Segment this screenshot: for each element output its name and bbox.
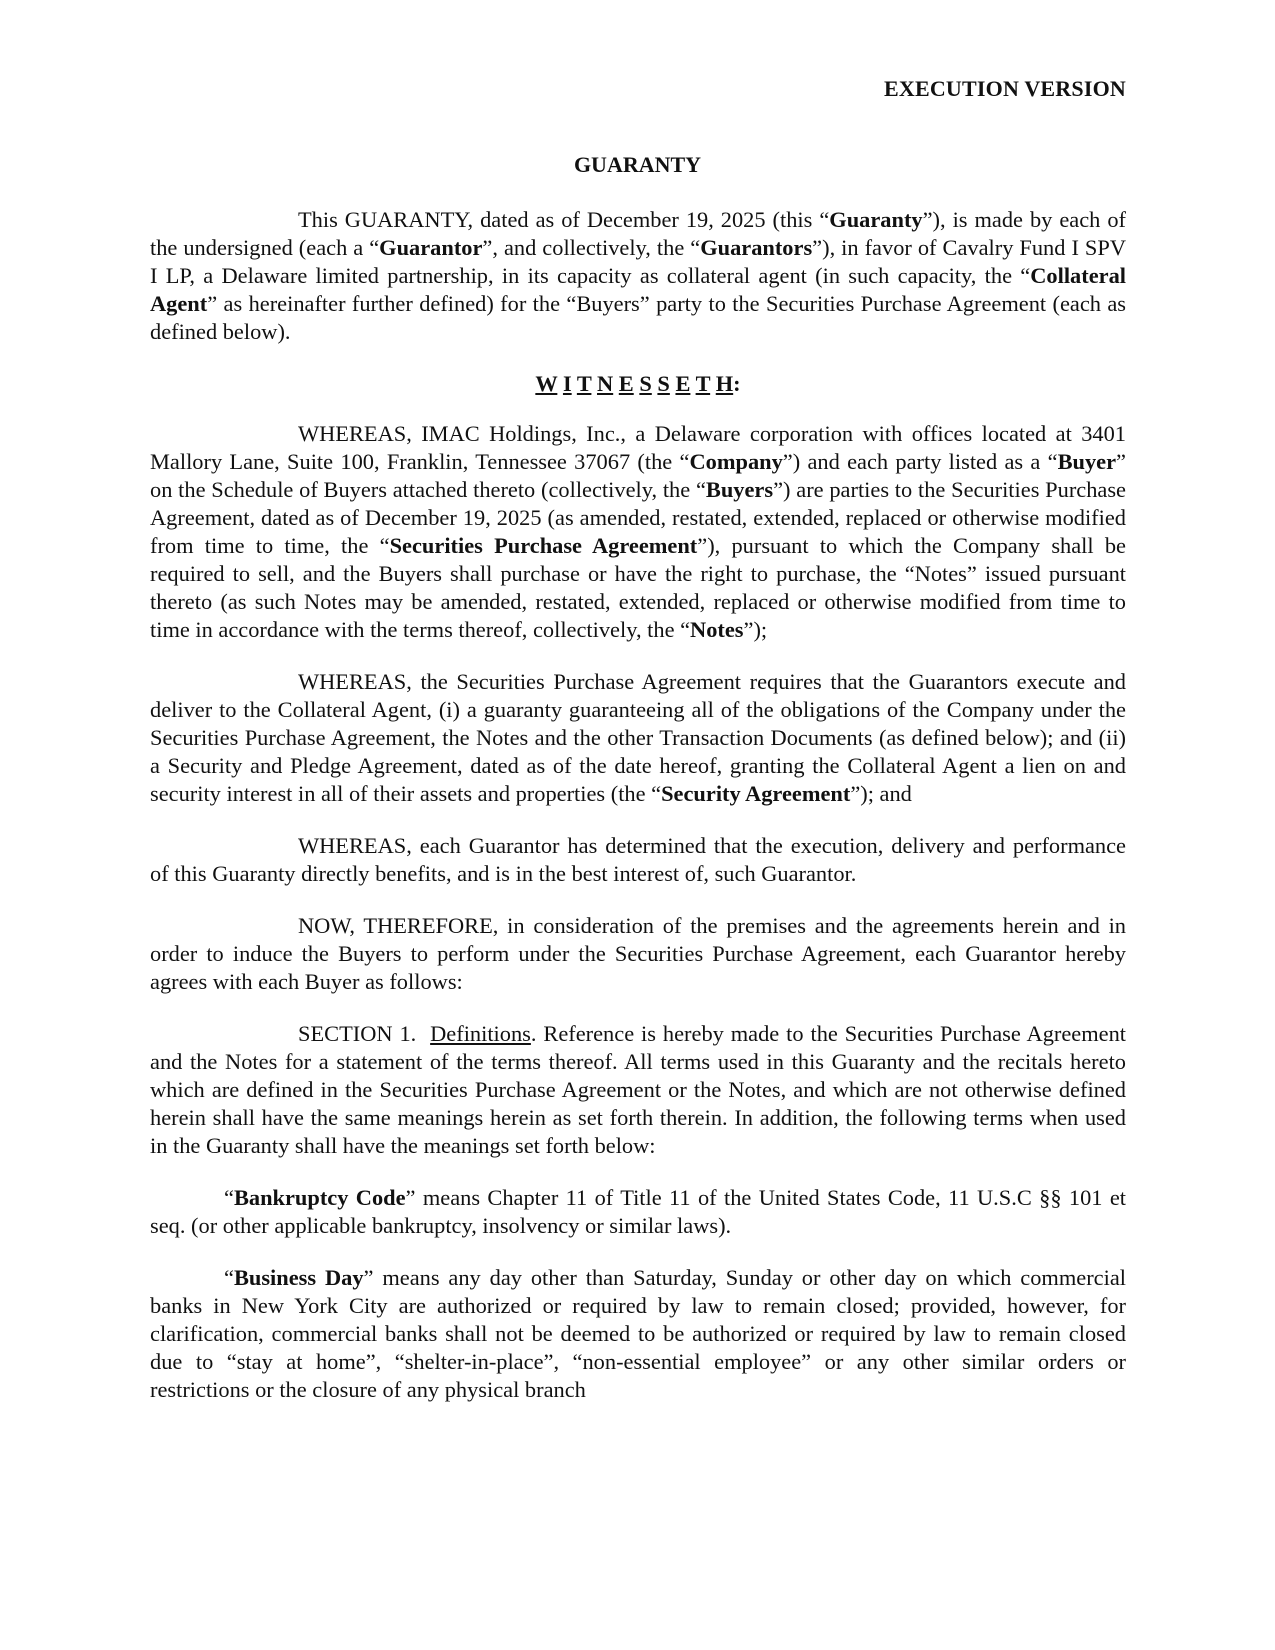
witnesseth-heading: W I T N E S S E T H: bbox=[535, 371, 741, 396]
document-title: GUARANTY bbox=[573, 152, 702, 177]
definition-bankruptcy-code: “Bankruptcy Code” means Chapter 11 of Title 11 of the United States Code, 11 U.S.C §§ 101 et seq. (or other applicable bankruptcy, insolvency or similar laws). bbox=[150, 1185, 1126, 1238]
whereas-paragraph-1: WHEREAS, IMAC Holdings, Inc., a Delaware corporation with offices located at 3401 Mallory Lane, Suite 100, Franklin, Tennessee 37067 (the “Company”) and each party listed as a “Buyer” on the Schedule of Buyers attached thereto (collectively, the “Buyers”) are parties to the Securities Purchase Agreement, dated as of December 19, 2025 (as amended, restated, extended, replaced or otherwise modified from time to time, the “Securities Purchase Agreement”), pursuant to which the Company shall be required to sell, and the Buyers shall purchase or have the right to purchase, the “Notes” issued pursuant thereto (as such Notes may be amended, restated, extended, replaced or otherwise modified from time to time in accordance with the terms thereof, collectively, the “Notes”); bbox=[150, 421, 1126, 642]
document-body bbox=[150, 206, 1126, 1428]
intro-paragraph: This GUARANTY, dated as of December 19, 2025 (this “Guaranty”), is made by each of the undersigned (each a “Guarantor”, and collectively, the “Guarantors”), in favor of Cavalry Fund I SPV I LP, a Delaware limited partnership, in its capacity as collateral agent (in such capacity, the “Collateral Agent” as hereinafter further defined) for the “Buyers” party to the Securities Purchase Agreement (each as defined below). bbox=[150, 207, 1126, 344]
now-therefore-paragraph: NOW, THEREFORE, in consideration of the premises and the agreements herein and in order to induce the Buyers to perform under the Securities Purchase Agreement, each Guarantor hereby agrees with each Buyer as follows: bbox=[150, 913, 1126, 994]
section-1-heading: Definitions bbox=[430, 1021, 531, 1046]
execution-version-label: EXECUTION VERSION bbox=[884, 76, 1126, 101]
whereas-paragraph-3: WHEREAS, each Guarantor has determined that the execution, delivery and performance of this Guaranty directly benefits, and is in the best interest of, such Guarantor. bbox=[150, 833, 1126, 886]
definition-business-day: “Business Day” means any day other than Saturday, Sunday or other day on which commercial banks in New York City are authorized or required by law to remain closed; provided, however, for clarification, commercial banks shall not be deemed to be authorized or required by law to remain closed due to “stay at home”, “shelter-in-place”, “non-essential employee” or any other similar orders or restrictions or the closure of any physical branch bbox=[150, 1265, 1126, 1402]
whereas-paragraph-2: WHEREAS, the Securities Purchase Agreement requires that the Guarantors execute and deliver to the Collateral Agent, (i) a guaranty guaranteeing all of the obligations of the Company under the Securities Purchase Agreement, the Notes and the other Transaction Documents (as defined below); and (ii) a Security and Pledge Agreement, dated as of the date hereof, granting the Collateral Agent a lien on and security interest in all of their assets and properties (the “Security Agreement”); and bbox=[150, 669, 1126, 806]
witnesseth-word: W I T N E S S E T H bbox=[535, 371, 734, 396]
section-1-definitions: SECTION 1. Definitions. Reference is hereby made to the Securities Purchase Agreement and the Notes for a statement of the terms thereof. All terms used in this Guaranty and the recitals hereto which are defined in the Securities Purchase Agreement or the Notes, and which are not otherwise defined herein shall have the same meanings herein as set forth therein. In addition, the following terms when used in the Guaranty shall have the meanings set forth below: bbox=[150, 1021, 1126, 1158]
